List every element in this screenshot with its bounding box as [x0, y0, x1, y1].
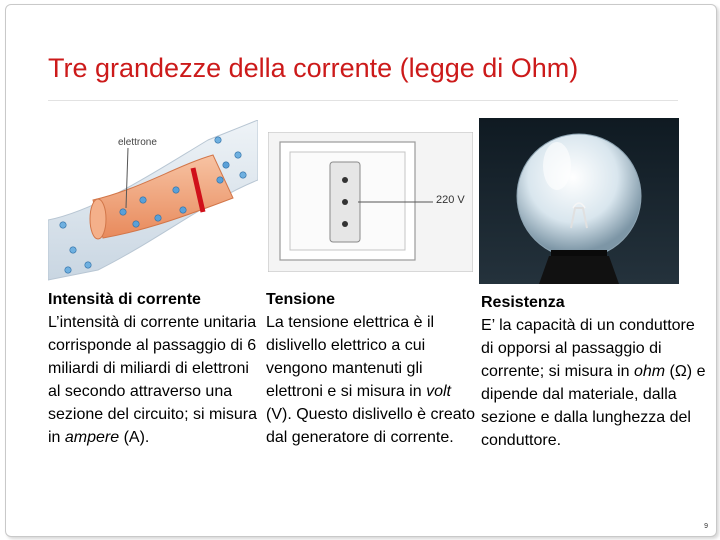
- voltage-heading: Tensione: [266, 291, 336, 308]
- wire-electrons-illustration: [48, 120, 258, 290]
- voltage-description: La tensione elettrica è il dislivello elettrico a cui vengono mantenuti gli elettroni e si misura in volt (V). Questo dislivello è creato dal generatore di corrente.: [266, 314, 475, 446]
- light-bulb-photo: [479, 118, 679, 284]
- current-intensity-heading: Intensità di corrente: [48, 291, 201, 308]
- volt-unit: volt: [426, 383, 451, 400]
- page-number: 9: [704, 523, 708, 530]
- slide: [5, 4, 717, 537]
- resistance-column: [481, 291, 706, 452]
- socket-illustration: [268, 132, 473, 272]
- wire-label: elettrone: [118, 137, 157, 148]
- ohm-unit: ohm: [633, 363, 666, 380]
- ampere-unit: ampere: [64, 429, 120, 446]
- socket-voltage-label: 220 V: [436, 194, 465, 206]
- current-intensity-column: [48, 288, 258, 449]
- current-intensity-description: L’intensità di corrente unitaria corrisponde al passaggio di 6 miliardi di miliardi di elettroni al secondo attraverso una sezione del circuito; si misura in ampere (A).: [48, 314, 257, 446]
- voltage-column: [266, 288, 478, 449]
- resistance-heading: Resistenza: [481, 294, 565, 311]
- slide-title: Tre grandezze della corrente (legge di Ohm): [48, 53, 579, 83]
- title-divider: [48, 100, 678, 101]
- resistance-description: E’ la capacità di un conduttore di opporsi al passaggio di corrente; si misura in ohm (Ω) e dipende dal materiale, dalla sezione e dalla lunghezza del conduttore.: [481, 317, 706, 449]
